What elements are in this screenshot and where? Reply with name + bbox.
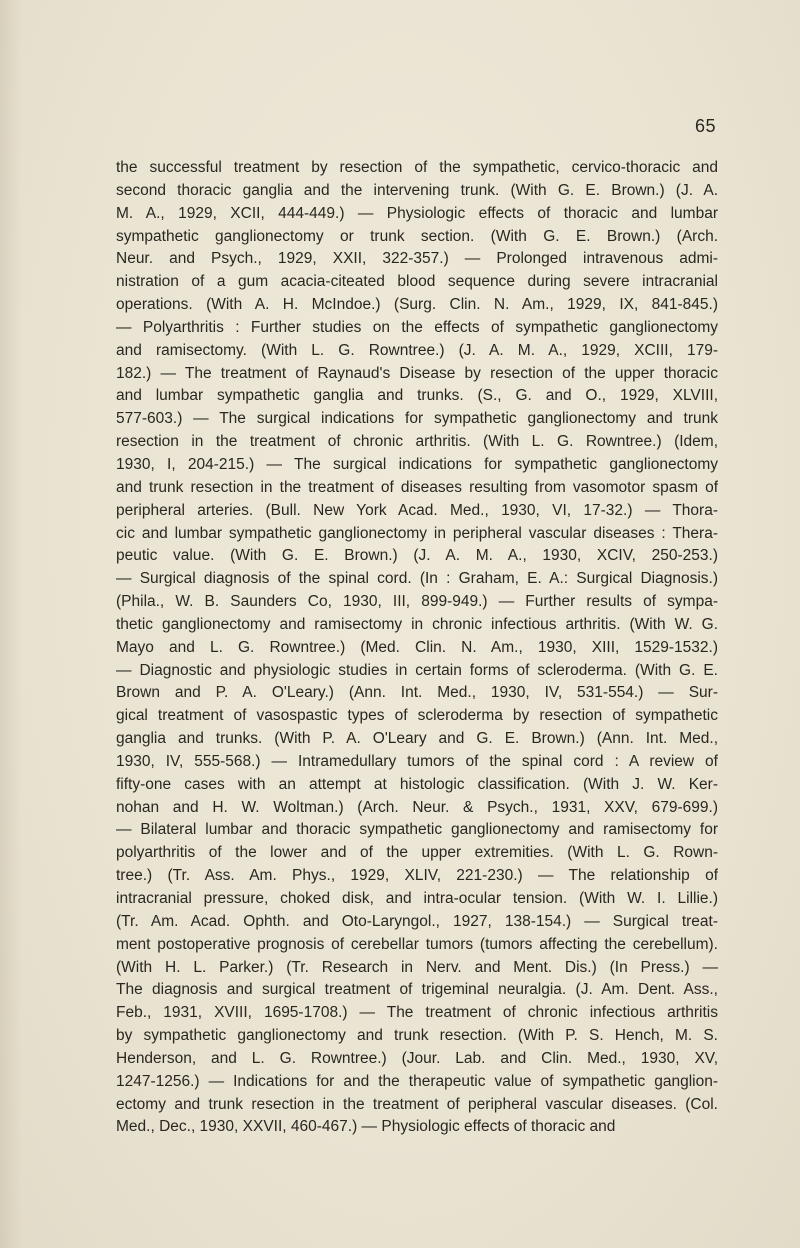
text-line: 577-603.) — The surgical indications for sympathetic ganglionectomy and trunk	[116, 410, 718, 428]
text-line: peutic value. (With G. E. Brown.) (J. A. M. A., 1930, XCIV, 250-253.)	[116, 547, 718, 565]
text-line: operations. (With A. H. McIndoe.) (Surg. Clin. N. Am., 1929, IX, 841-845.)	[116, 296, 718, 314]
text-line: and ramisectomy. (With L. G. Rowntree.) (J. A. M. A., 1929, XCIII, 179-	[116, 341, 718, 359]
text-line: — Surgical diagnosis of the spinal cord. (In : Graham, E. A.: Surgical Diagnosis.)	[116, 570, 718, 588]
text-line: 1930, IV, 555-568.) — Intramedullary tumors of the spinal cord : A review of	[116, 752, 718, 770]
bibliography-text	[116, 157, 718, 1139]
text-line: intracranial pressure, choked disk, and intra-ocular tension. (With W. I. Lillie.)	[116, 890, 718, 907]
text-line: ment postoperative prognosis of cerebellar tumors (tumors affecting the cerebellum).	[116, 935, 718, 953]
text-line: polyarthritis of the lower and of the upper extremities. (With L. G. Rown-	[116, 844, 718, 862]
text-line: (Phila., W. B. Saunders Co, 1930, III, 899-949.) — Further results of sympa-	[116, 593, 718, 611]
text-line: second thoracic ganglia and the intervening trunk. (With G. E. Brown.) (J. A.	[116, 181, 718, 199]
text-line: 182.) — The treatment of Raynaud's Disease by resection of the upper thoracic	[116, 364, 718, 382]
text-line: (Tr. Am. Acad. Ophth. and Oto-Laryngol., 1927, 138-154.) — Surgical treat-	[116, 912, 718, 930]
text-line: tree.) (Tr. Ass. Am. Phys., 1929, XLIV, 221-230.) — The relationship of	[116, 867, 718, 885]
page-number: 65	[694, 116, 716, 136]
text-line: Neur. and Psych., 1929, XXII, 322-357.) — Prolonged intravenous admi-	[116, 250, 718, 268]
text-line: Brown and P. A. O'Leary.) (Ann. Int. Med., 1930, IV, 531-554.) — Sur-	[116, 684, 718, 702]
text-line: peripheral arteries. (Bull. New York Acad. Med., 1930, VI, 17-32.) — Thora-	[116, 501, 718, 519]
text-line: Feb., 1931, XVIII, 1695-1708.) — The treatment of chronic infectious arthritis	[116, 1004, 718, 1022]
text-line: resection in the treatment of chronic arthritis. (With L. G. Rowntree.) (Idem,	[116, 433, 718, 451]
text-line: and trunk resection in the treatment of diseases resulting from vasomotor spasm of	[116, 478, 718, 496]
text-line: thetic ganglionectomy and ramisectomy in chronic infectious arthritis. (With W. G.	[116, 615, 718, 633]
text-line: and lumbar sympathetic ganglia and trunks. (S., G. and O., 1929, XLVIII,	[116, 387, 718, 405]
text-line: (With H. L. Parker.) (Tr. Research in Nerv. and Ment. Dis.) (In Press.) —	[116, 958, 718, 976]
text-line: Med., Dec., 1930, XXVII, 460-467.) — Physiologic effects of thoracic and	[116, 1118, 616, 1136]
text-line: Henderson, and L. G. Rowntree.) (Jour. Lab. and Clin. Med., 1930, XV,	[116, 1049, 718, 1067]
text-line: fifty-one cases with an attempt at histologic classification. (With J. W. Ker-	[116, 775, 718, 793]
text-line: — Polyarthritis : Further studies on the effects of sympathetic ganglionectomy	[116, 318, 718, 336]
text-line: 1930, I, 204-215.) — The surgical indications for sympathetic ganglionectomy	[116, 455, 718, 473]
text-line: by sympathetic ganglionectomy and trunk resection. (With P. S. Hench, M. S.	[116, 1027, 718, 1045]
page-fold-shadow	[0, 0, 22, 1248]
text-line: Mayo and L. G. Rowntree.) (Med. Clin. N. Am., 1930, XIII, 1529-1532.)	[116, 638, 718, 656]
text-line: M. A., 1929, XCII, 444-449.) — Physiologic effects of thoracic and lumbar	[116, 204, 718, 222]
text-line: sympathetic ganglionectomy or trunk section. (With G. E. Brown.) (Arch.	[116, 227, 718, 245]
text-line: — Bilateral lumbar and thoracic sympathetic ganglionectomy and ramisectomy for	[116, 821, 718, 839]
text-line: The diagnosis and surgical treatment of trigeminal neuralgia. (J. Am. Dent. Ass.,	[116, 981, 718, 999]
text-line: nohan and H. W. Woltman.) (Arch. Neur. & Psych., 1931, XXV, 679-699.)	[116, 798, 718, 816]
text-line: the successful treatment by resection of the sympathetic, cervico-thoracic and	[116, 159, 718, 176]
text-line: gical treatment of vasospastic types of scleroderma by resection of sympathetic	[116, 707, 718, 725]
text-line: cic and lumbar sympathetic ganglionectomy in peripheral vascular diseases : Thera-	[116, 524, 718, 542]
text-line: ganglia and trunks. (With P. A. O'Leary and G. E. Brown.) (Ann. Int. Med.,	[116, 730, 718, 748]
text-line: 1247-1256.) — Indications for and the therapeutic value of sympathetic ganglion-	[116, 1072, 718, 1090]
text-line: nistration of a gum acacia-citeated blood sequence during severe intracranial	[116, 273, 718, 291]
text-line: ectomy and trunk resection in the treatment of peripheral vascular diseases. (Col.	[116, 1095, 718, 1113]
text-line: — Diagnostic and physiologic studies in certain forms of scleroderma. (With G. E.	[116, 661, 718, 679]
